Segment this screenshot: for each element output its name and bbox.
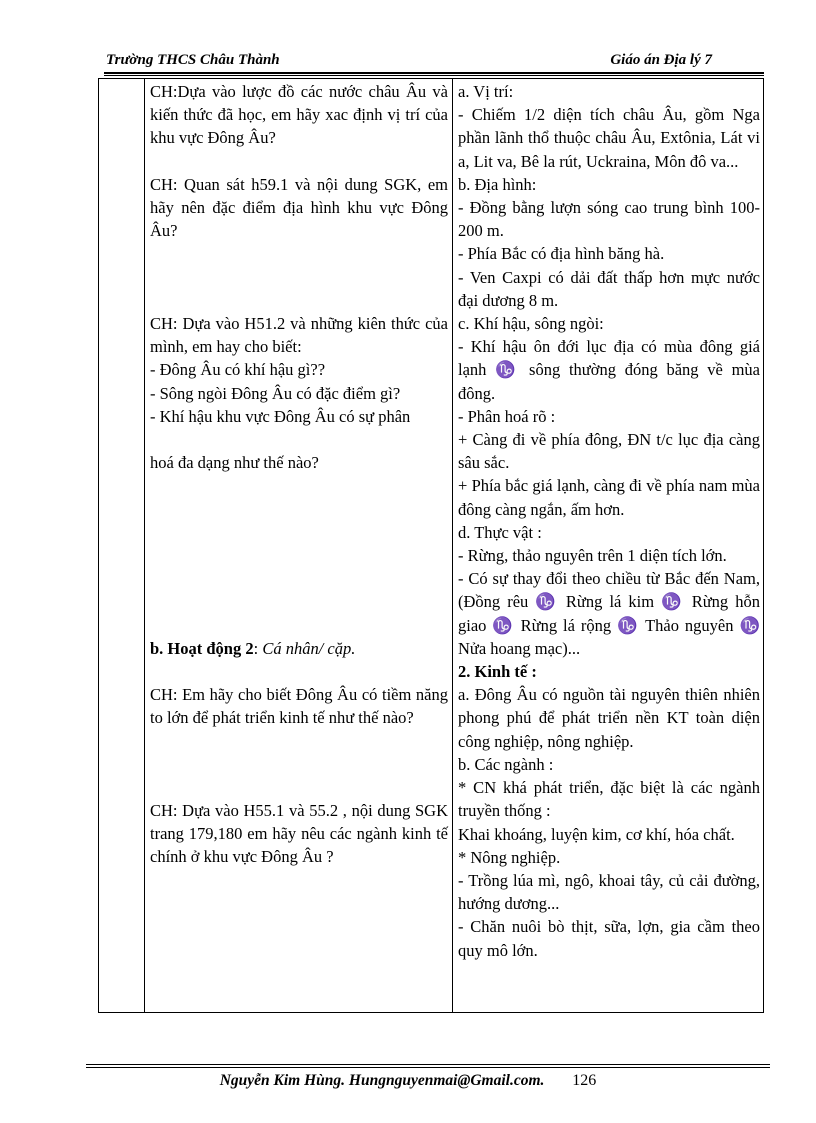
content-line: b. Các ngành :	[458, 754, 554, 774]
activity-2-mode: Cá nhân/ cặp.	[262, 638, 356, 658]
activity-2-sep: :	[253, 638, 263, 658]
content-line: - Khí hậu ôn đới lục địa có mùa đông giá lạnh ♑ sông thường đóng băng về mùa đông.	[458, 337, 760, 403]
page-header	[106, 50, 712, 74]
question-climate-variation-cont: hoá đa dạng như thế nào?	[150, 453, 319, 473]
question-terrain: CH: Quan sát h59.1 và nội dung SGK, em hãy nên đặc điểm địa hình khu vực Đông Âu?	[150, 174, 448, 241]
page-number: 126	[572, 1072, 597, 1089]
content-line: * Nông nghiệp.	[458, 847, 561, 867]
content-column	[458, 80, 760, 962]
question-climate-variation: - Khí hậu khu vực Đông Âu có sự phân	[150, 406, 411, 426]
content-line: d. Thực vật :	[458, 522, 542, 542]
school-name: Trường THCS Châu Thành	[106, 52, 280, 68]
content-line: - Ven Caxpi có dải đất thấp hơn mực nước đại dương 8 m.	[458, 267, 760, 310]
footer-rule	[86, 1064, 770, 1065]
footer-rule-thin	[86, 1067, 770, 1068]
header-rule	[104, 72, 764, 74]
content-line: b. Địa hình:	[458, 174, 537, 194]
question-climate: CH: Dựa vào H51.2 và những kiên thức của mình, em hay cho biết:	[150, 313, 448, 357]
question-climate-type: - Đông Âu có khí hậu gì??	[150, 360, 326, 380]
content-line: a. Đông Âu có nguồn tài nguyên thiên nhiên phong phú để phát triển nền KT toàn diện công nghiệp, nông nghiệp.	[458, 685, 760, 751]
content-line: + Phía bắc giá lạnh, càng đi về phía nam mùa đông càng ngắn, ấm hơn.	[458, 476, 760, 519]
content-line: * CN khá phát triển, đặc biệt là các ngành truyền thống :	[458, 778, 760, 821]
content-line: - Có sự thay đổi theo chiều từ Bắc đến Nam, (Đồng rêu ♑ Rừng lá kim ♑ Rừng hỗn giao ♑ Rừng lá rộng ♑ Thảo nguyên ♑ Nửa hoang mạc)...	[458, 569, 760, 658]
header-rule-thin	[104, 75, 764, 76]
question-location: CH:Dựa vào lược đồ các nước châu Âu và kiến thức đã học, em hãy xac định vị trí của khu vực Đông Âu?	[150, 82, 448, 148]
content-line: - Đồng bằng lượn sóng cao trung bình 100-200 m.	[458, 198, 760, 241]
page-footer	[0, 1072, 816, 1090]
content-line: - Phía Bắc có địa hình băng hà.	[458, 244, 665, 264]
activity-2-label: b. Hoạt động 2	[150, 638, 254, 658]
content-line: - Trồng lúa mì, ngô, khoai tây, củ cải đường, hướng dương...	[458, 870, 760, 914]
content-line: a. Vị trí:	[458, 82, 514, 101]
content-line: - Chiếm 1/2 diện tích châu Âu, gồm Nga phần lãnh thổ thuộc châu Âu, Extônia, Lát vi a, Lit va, Bê la rút, Uckraina, Môn đô va...	[458, 105, 760, 171]
content-line: - Rừng, thảo nguyên trên 1 diện tích lớn.	[458, 546, 727, 566]
teacher-questions-column	[150, 80, 448, 869]
content-line: - Phân hoá rõ :	[458, 406, 556, 426]
content-line: - Chăn nuôi bò thịt, sữa, lợn, gia cầm theo quy mô lớn.	[458, 917, 760, 960]
question-rivers: - Sông ngòi Đông Âu có đặc điểm gì?	[150, 383, 401, 403]
author-info: Nguyễn Kim Hùng. Hungnguyenmai@Gmail.com.	[219, 1072, 545, 1089]
question-economy-sectors: CH: Dựa vào H55.1 và 55.2 , nội dung SGK trang 179,180 em hãy nêu các ngành kinh tế chính ở khu vực Đông Âu ?	[150, 801, 448, 867]
table-divider-1	[144, 78, 145, 1013]
content-line: + Càng đi về phía đông, ĐN t/c lục địa càng sâu sắc.	[458, 430, 760, 473]
activity-2-heading	[150, 637, 448, 660]
table-divider-2	[452, 78, 453, 1013]
economy-heading: 2. Kinh tế :	[458, 662, 537, 682]
content-line: c. Khí hậu, sông ngòi:	[458, 314, 604, 334]
question-economy-potential: CH: Em hãy cho biết Đông Âu có tiềm năng to lớn để phát triển kinh tế như thế nào?	[150, 685, 448, 728]
content-line: Khai khoáng, luyện kim, cơ khí, hóa chất.	[458, 824, 735, 844]
subject-title: Giáo án Địa lý 7	[610, 52, 712, 68]
